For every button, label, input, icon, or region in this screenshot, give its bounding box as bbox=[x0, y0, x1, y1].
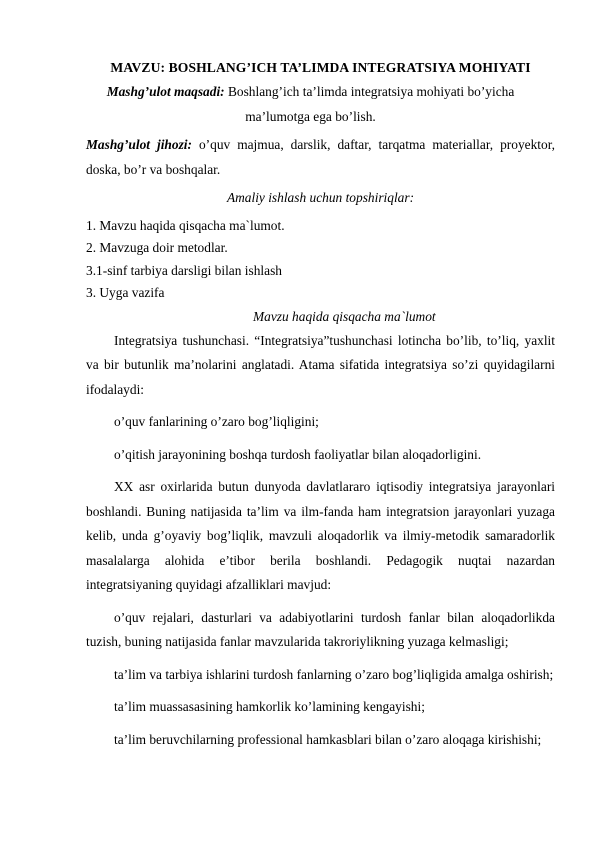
list-item: 2. Mavzuga doir metodlar. bbox=[86, 240, 228, 255]
section-heading: Mavzu haqida qisqacha ma`lumot bbox=[253, 308, 436, 324]
paragraph: Integratsiya tushunchasi. “Integratsiya”tushunchasi lotincha bo’lib, to’liq, yaxlit va bir butunlik ma’nolarini anglatadi. Atama sifatida integratsiya so’zi quyidagilarni ifodalaydi: bbox=[86, 332, 555, 397]
list-item: 1. Mavzu haqida qisqacha ma`lumot. bbox=[86, 217, 285, 233]
goal-label: Mashg’ulot maqsadi: bbox=[106, 84, 225, 99]
paragraph: ta’lim va tarbiya ishlarini turdosh fanlarning o’zaro bog’liqligida amalga oshirish; bbox=[114, 666, 554, 682]
tasks-list bbox=[86, 215, 555, 305]
document-title: MAVZU: BOSHLANG’ICH TA’LIMDA INTEGRATSIYA MOHIYATI bbox=[110, 60, 531, 75]
paragraph: o’quv fanlarining o’zaro bog’liqligini; bbox=[114, 414, 319, 429]
paragraph: ta’lim muassasasining hamkorlik ko’lamining kengayishi; bbox=[114, 699, 425, 714]
equipment-line bbox=[86, 133, 555, 182]
paragraph: o’quv rejalari, dasturlari va adabiyotlarini turdosh fanlar bilan aloqadorlikda tuzish, buning natijasida fanlar mavzularida takroriylikning yuzaga kelmasligi; bbox=[86, 609, 555, 649]
paragraph: o’qitish jarayonining boshqa turdosh faoliyatlar bilan aloqadorligini. bbox=[114, 446, 482, 462]
paragraph: ta’lim beruvchilarning professional hamkasblari bilan o’zaro aloqaga kirishishi; bbox=[114, 731, 542, 747]
equipment-text: o’quv majmua, darslik, daftar, tarqatma materiallar, proyektor, doska, bo’r va boshqalar. bbox=[86, 137, 555, 177]
list-item: 3.1-sinf tarbiya darsligi bilan ishlash bbox=[86, 262, 282, 278]
goal-line bbox=[86, 80, 555, 129]
equipment-label: Mashg’ulot jihozi: bbox=[86, 137, 192, 152]
list-item: 3. Uyga vazifa bbox=[86, 285, 165, 300]
tasks-heading: Amaliy ishlash uchun topshiriqlar: bbox=[226, 190, 415, 205]
paragraph: XX asr oxirlarida butun dunyoda davlatlararo iqtisodiy integratsiya jarayonlari boshlandi. Buning natijasida ta’lim va ilm-fanda ham integratsion jarayonlari yuzaga kelib, unda g’oyaviy bog’liqlik, mavzuli aloqadorlik va ilmiy-metodik samaradorlik masalalarga alohida e’tibor berila boshlandi. Pedagogik nuqtai nazardan integratsiyaning quyidagi afzalliklari mavjud: bbox=[86, 479, 555, 592]
goal-text: Boshlang’ich ta’limda integratsiya mohiyati bo’yicha ma’lumotga ega bo’lish. bbox=[224, 84, 515, 124]
